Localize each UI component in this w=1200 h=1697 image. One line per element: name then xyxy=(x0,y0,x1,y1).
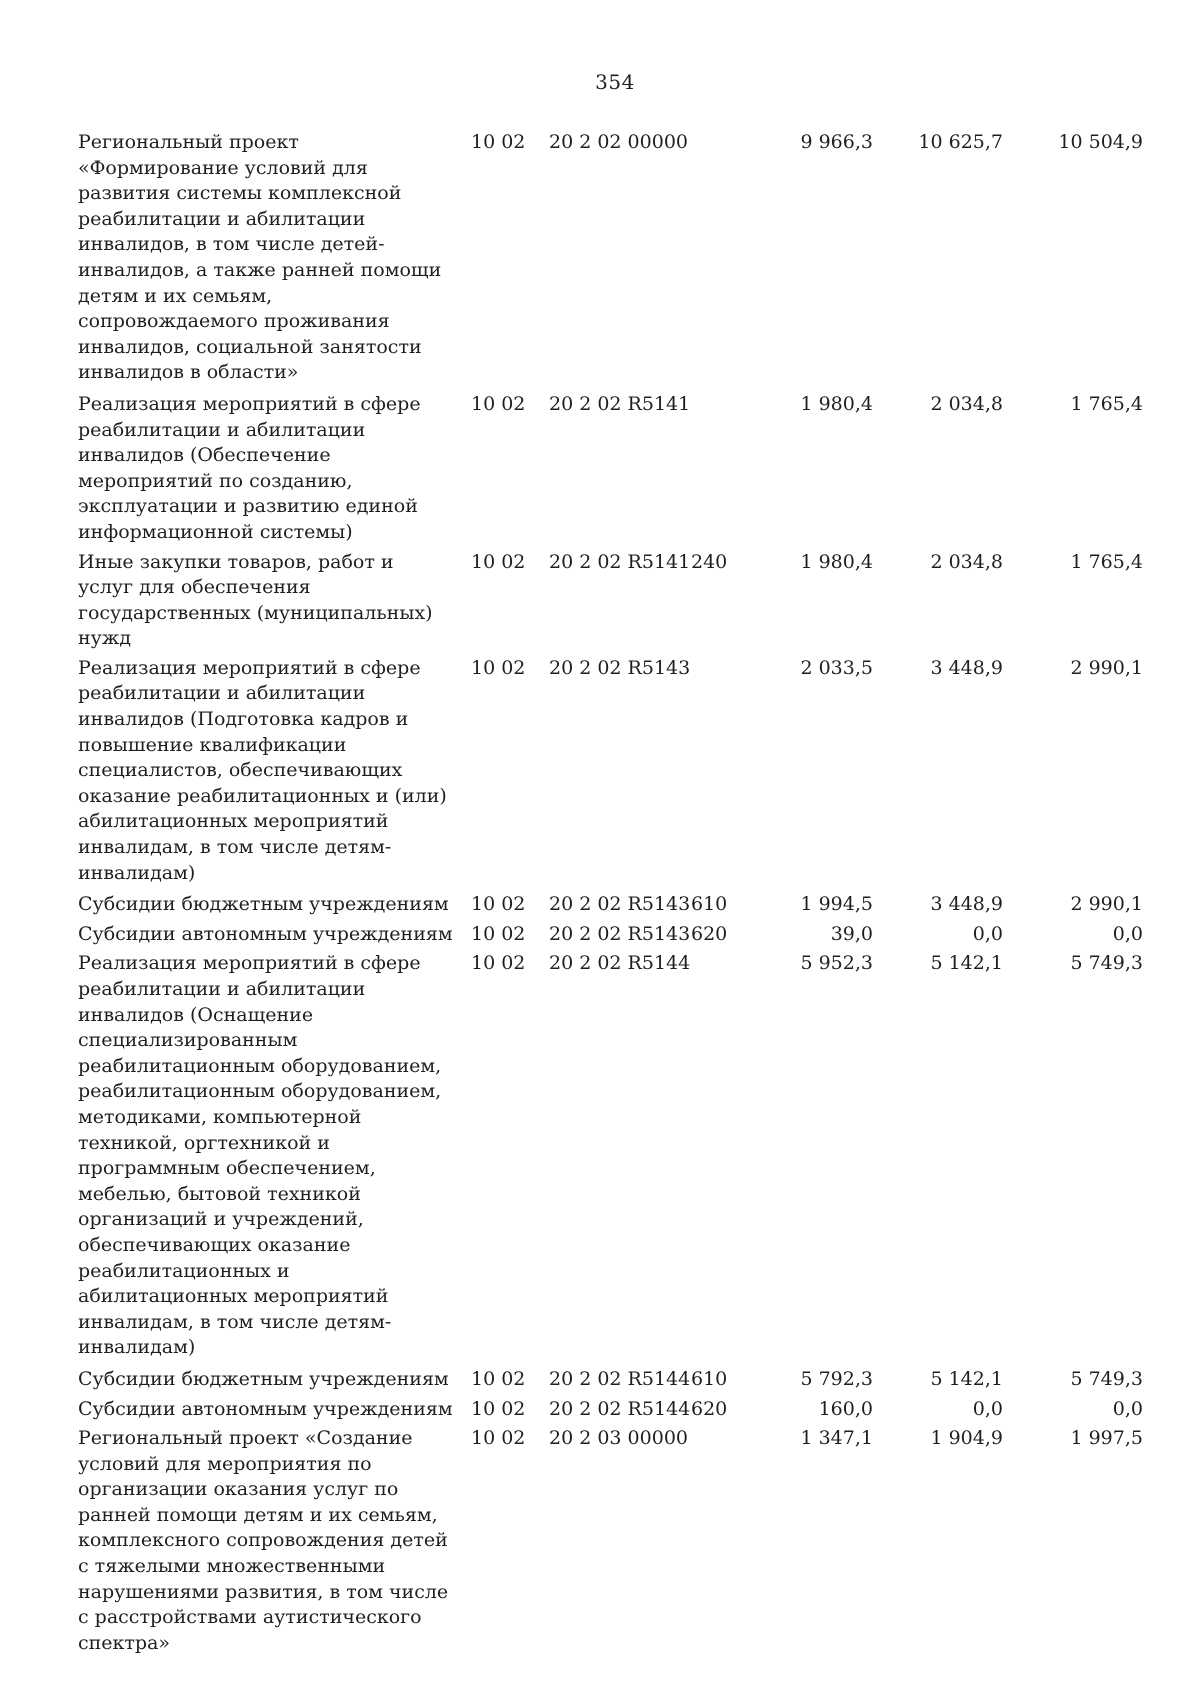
row-amount-year-1: 5 952,3 xyxy=(800,952,873,975)
row-amount-year-3: 1 765,4 xyxy=(1070,392,1143,415)
row-description: Субсидии автономным учреждениям xyxy=(78,1397,453,1420)
row-description: Реализация мероприятий в сфере реабилитации и абилитации инвалидов (Оснащение специализированным реабилитационным оборудованием, реабилитационным оборудованием, методиками, компьютерной техникой, оргтехникой и программным обеспечением, мебелью, бытовой техникой организаций и учреждений, обеспечивающих оказание реабилитационных и абилитационных мероприятий инвалидам, в том числе детям-инвалидам) xyxy=(78,952,442,1359)
row-amount-year-2: 2 034,8 xyxy=(930,550,1003,573)
table-row xyxy=(78,392,1158,546)
row-target-code: 20 2 02 R5143 xyxy=(549,656,691,679)
row-amount-year-1: 160,0 xyxy=(818,1397,873,1420)
table-row xyxy=(78,922,1158,948)
row-expense-type: 610 xyxy=(691,1367,728,1390)
row-section-code: 10 02 xyxy=(471,392,526,415)
row-target-code: 20 2 03 00000 xyxy=(549,1427,689,1450)
row-expense-type: 240 xyxy=(691,550,728,573)
table-row xyxy=(78,1426,1158,1656)
row-amount-year-3: 0,0 xyxy=(1112,922,1143,945)
row-amount-year-1: 1 994,5 xyxy=(800,893,873,916)
row-target-code: 20 2 02 R5144 xyxy=(549,1397,691,1420)
row-amount-year-3: 10 504,9 xyxy=(1058,131,1143,153)
row-amount-year-2: 5 142,1 xyxy=(930,952,1003,975)
row-section-code: 10 02 xyxy=(471,656,526,679)
row-description: Иные закупки товаров, работ и услуг для обеспечения государственных (муниципальных) нужд xyxy=(78,550,433,650)
row-amount-year-2: 3 448,9 xyxy=(930,893,1003,916)
table-row xyxy=(78,951,1158,1361)
row-expense-type: 620 xyxy=(691,1397,728,1420)
row-amount-year-2: 2 034,8 xyxy=(930,392,1003,415)
row-target-code: 20 2 02 00000 xyxy=(549,131,689,153)
row-description: Реализация мероприятий в сфере реабилитации и абилитации инвалидов (Подготовка кадров и повышение квалификации специалистов, обеспечивающих оказание реабилитационных и (или) абилитационных мероприятий инвалидам, в том числе детям-инвалидам) xyxy=(78,656,447,884)
row-amount-year-2: 0,0 xyxy=(972,922,1003,945)
row-target-code: 20 2 02 R5141 xyxy=(549,550,691,573)
row-amount-year-2: 10 625,7 xyxy=(918,131,1003,153)
table-row xyxy=(78,550,1158,652)
row-section-code: 10 02 xyxy=(471,1427,526,1450)
row-section-code: 10 02 xyxy=(471,922,526,945)
row-description: Субсидии автономным учреждениям xyxy=(78,922,453,945)
row-amount-year-1: 9 966,3 xyxy=(800,131,873,153)
page-number: 354 xyxy=(595,70,635,94)
row-section-code: 10 02 xyxy=(471,893,526,916)
row-amount-year-2: 0,0 xyxy=(972,1397,1003,1420)
row-amount-year-1: 39,0 xyxy=(830,922,873,945)
row-description: Субсидии бюджетным учреждениям xyxy=(78,1367,449,1390)
table-row xyxy=(78,1397,1158,1423)
row-description: Реализация мероприятий в сфере реабилитации и абилитации инвалидов (Обеспечение мероприятий по созданию, эксплуатации и развитию единой информационной системы) xyxy=(78,392,421,543)
row-target-code: 20 2 02 R5141 xyxy=(549,392,691,415)
row-description: Субсидии бюджетным учреждениям xyxy=(78,893,449,916)
row-amount-year-1: 2 033,5 xyxy=(800,656,873,679)
row-target-code: 20 2 02 R5144 xyxy=(549,1367,691,1390)
row-amount-year-3: 5 749,3 xyxy=(1070,952,1143,975)
table-row xyxy=(78,130,1158,386)
row-amount-year-1: 1 980,4 xyxy=(800,550,873,573)
budget-table xyxy=(78,130,1158,1656)
row-expense-type: 610 xyxy=(691,893,728,916)
row-amount-year-1: 1 980,4 xyxy=(800,392,873,415)
table-row xyxy=(78,892,1158,918)
table-row xyxy=(78,656,1158,886)
row-section-code: 10 02 xyxy=(471,131,526,153)
row-amount-year-2: 5 142,1 xyxy=(930,1367,1003,1390)
row-amount-year-2: 3 448,9 xyxy=(930,656,1003,679)
row-section-code: 10 02 xyxy=(471,1367,526,1390)
row-target-code: 20 2 02 R5144 xyxy=(549,952,691,975)
row-amount-year-3: 2 990,1 xyxy=(1070,656,1143,679)
row-section-code: 10 02 xyxy=(471,1397,526,1420)
row-description: Региональный проект «Создание условий для мероприятия по организации оказания услуг по ранней помощи детям и их семьям, комплексного сопровождения детей с тяжелыми множественными нарушениями развития, в том числе с расстройствами аутистического спектра» xyxy=(78,1427,449,1654)
row-amount-year-1: 5 792,3 xyxy=(800,1367,873,1390)
row-amount-year-1: 1 347,1 xyxy=(800,1427,873,1450)
row-amount-year-3: 2 990,1 xyxy=(1070,893,1143,916)
row-amount-year-3: 0,0 xyxy=(1112,1397,1143,1420)
row-amount-year-3: 1 765,4 xyxy=(1070,550,1143,573)
row-amount-year-2: 1 904,9 xyxy=(930,1427,1003,1450)
row-expense-type: 620 xyxy=(691,922,728,945)
row-section-code: 10 02 xyxy=(471,952,526,975)
row-target-code: 20 2 02 R5143 xyxy=(549,922,691,945)
row-target-code: 20 2 02 R5143 xyxy=(549,893,691,916)
row-amount-year-3: 5 749,3 xyxy=(1070,1367,1143,1390)
row-amount-year-3: 1 997,5 xyxy=(1070,1427,1143,1450)
row-section-code: 10 02 xyxy=(471,550,526,573)
table-row xyxy=(78,1367,1158,1393)
row-description: Региональный проект «Формирование условий для развития системы комплексной реабилитации и абилитации инвалидов, в том числе детей-инвалидов, а также ранней помощи детям и их семьям, сопровождаемого проживания инвалидов, социальной занятости инвалидов в области» xyxy=(78,131,442,384)
